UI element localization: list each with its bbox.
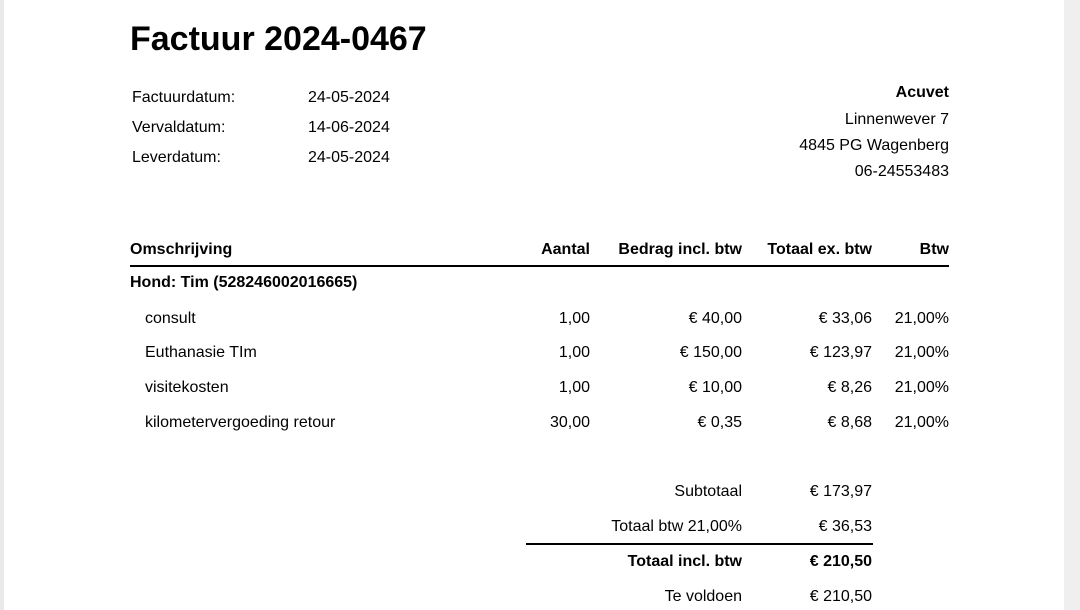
row-amount-incl: € 150,00 xyxy=(679,344,742,361)
grand-total-label: Totaal incl. btw xyxy=(627,553,742,570)
viewer-right-edge xyxy=(1064,0,1080,610)
row-vat: 21,00% xyxy=(894,414,949,431)
row-description: visitekosten xyxy=(145,379,229,396)
delivery-date-label: Leverdatum: xyxy=(132,149,221,166)
column-header-total-ex: Totaal ex. btw xyxy=(767,241,872,258)
row-quantity: 1,00 xyxy=(558,310,590,327)
totals-rule xyxy=(526,543,873,545)
column-header-amount-incl: Bedrag incl. btw xyxy=(618,241,742,258)
due-date-value: 14-06-2024 xyxy=(308,119,390,136)
row-total-ex: € 33,06 xyxy=(818,310,872,327)
invoice-page xyxy=(4,0,1064,610)
patient-group-label: Hond: Tim (528246002016665) xyxy=(130,274,358,291)
invoice-title: Factuur 2024-0467 xyxy=(130,20,427,58)
invoice-date-label: Factuurdatum: xyxy=(132,89,236,106)
vat-total-label: Totaal btw 21,00% xyxy=(611,518,742,535)
row-amount-incl: € 10,00 xyxy=(688,379,742,396)
row-quantity: 1,00 xyxy=(558,379,590,396)
row-description: kilometervergoeding retour xyxy=(145,414,336,431)
due-date-label: Vervaldatum: xyxy=(132,119,226,136)
sender-city: 4845 PG Wagenberg xyxy=(799,137,949,154)
column-header-vat: Btw xyxy=(919,241,949,258)
row-vat: 21,00% xyxy=(894,344,949,361)
amount-due-label: Te voldoen xyxy=(664,588,742,605)
amount-due-value: € 210,50 xyxy=(809,588,872,605)
vat-total-value: € 36,53 xyxy=(818,518,872,535)
grand-total-value: € 210,50 xyxy=(809,553,872,570)
sender-name: Acuvet xyxy=(895,84,949,101)
row-description: consult xyxy=(145,310,196,327)
subtotal-value: € 173,97 xyxy=(809,483,872,500)
row-total-ex: € 8,26 xyxy=(827,379,872,396)
sender-street: Linnenwever 7 xyxy=(844,111,949,128)
column-header-quantity: Aantal xyxy=(541,241,590,258)
row-amount-incl: € 40,00 xyxy=(688,310,742,327)
row-amount-incl: € 0,35 xyxy=(697,414,742,431)
row-total-ex: € 8,68 xyxy=(827,414,872,431)
table-header-rule xyxy=(130,265,949,267)
row-quantity: 30,00 xyxy=(549,414,590,431)
row-vat: 21,00% xyxy=(894,310,949,327)
subtotal-label: Subtotaal xyxy=(674,483,742,500)
row-total-ex: € 123,97 xyxy=(809,344,872,361)
delivery-date-value: 24-05-2024 xyxy=(308,149,390,166)
row-description: Euthanasie TIm xyxy=(145,344,257,361)
row-vat: 21,00% xyxy=(894,379,949,396)
invoice-date-value: 24-05-2024 xyxy=(308,89,390,106)
sender-phone: 06-24553483 xyxy=(854,163,949,180)
column-header-description: Omschrijving xyxy=(130,241,233,258)
row-quantity: 1,00 xyxy=(558,344,590,361)
